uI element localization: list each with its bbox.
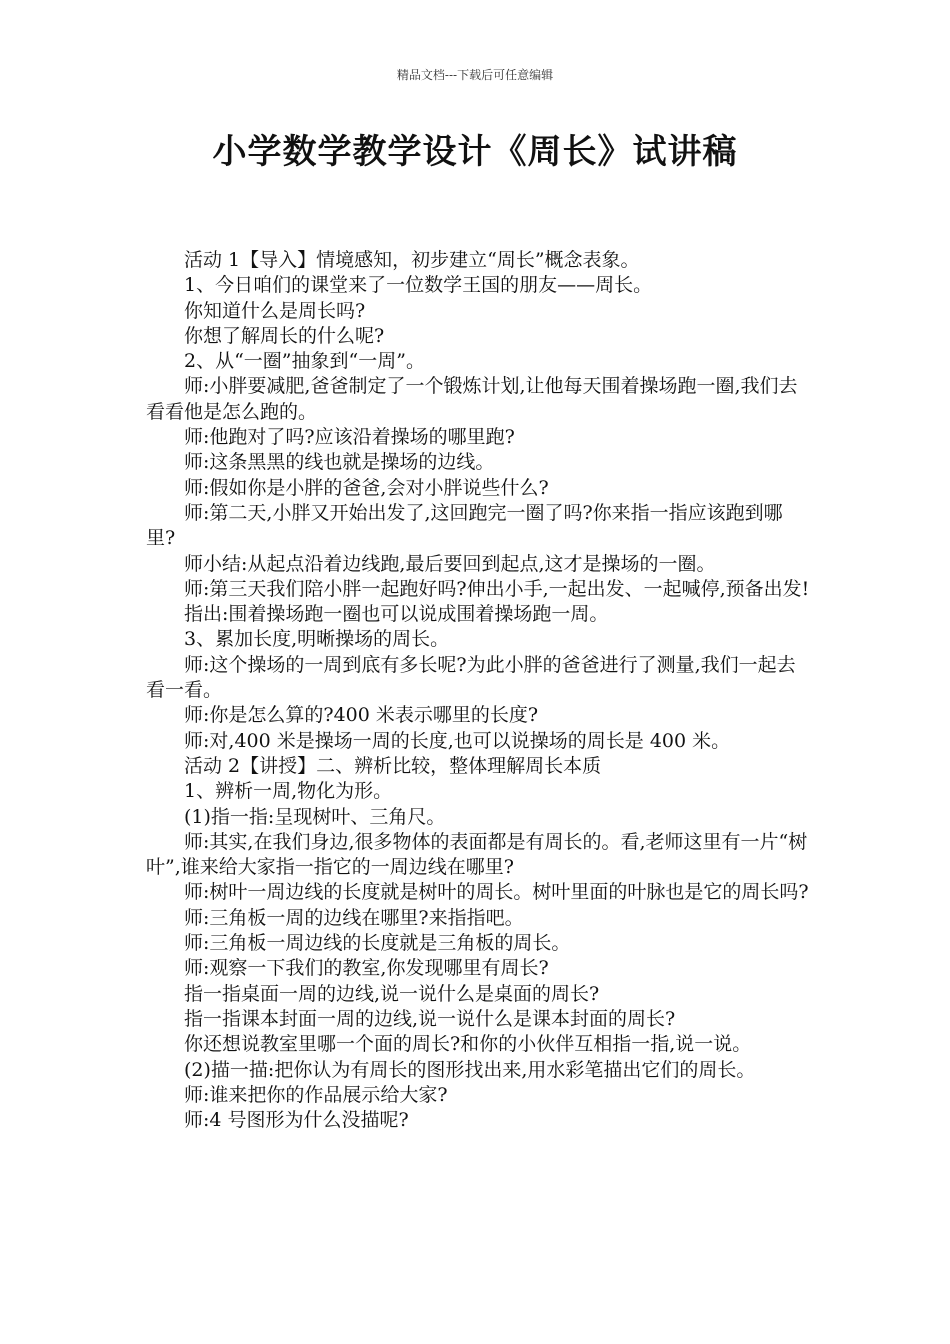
- paragraph: 3、累加长度,明晰操场的周长。: [184, 628, 450, 651]
- paragraph: 师:三角板一周的边线在哪里?来指指吧。: [184, 906, 524, 929]
- paragraph: 活动 1【导入】情境感知，初步建立“周长”概念表象。: [184, 249, 640, 271]
- paragraph: 活动 2【讲授】二、辨析比较，整体理解周长本质: [184, 754, 602, 777]
- paragraph: 师:这个操场的一周到底有多长呢?为此小胖的爸爸进行了测量,我们一起去看一看。: [146, 653, 796, 702]
- paragraph: 1、今日咱们的课堂来了一位数学王国的朋友——周长。: [184, 274, 653, 297]
- paragraph: 师:这条黑黑的线也就是操场的边线。: [184, 451, 495, 474]
- paragraph: 指一指桌面一周的边线,说一说什么是桌面的周长?: [184, 982, 600, 1005]
- paragraph: 师小结:从起点沿着边线跑,最后要回到起点,这才是操场的一圈。: [184, 552, 716, 575]
- paragraph: 你知道什么是周长吗?: [184, 299, 366, 322]
- paragraph: 师:第二天,小胖又开始出发了,这回跑完一圈了吗?你来指一指应该跑到哪里?: [146, 501, 783, 550]
- page-header: 精品文档---下载后可任意编辑: [396, 68, 554, 82]
- paragraph: 指一指课本封面一周的边线,说一说什么是课本封面的周长?: [184, 1007, 676, 1030]
- paragraph: 师:他跑对了吗?应该沿着操场的哪里跑?: [184, 426, 515, 449]
- paragraph: 师:三角板一周边线的长度就是三角板的周长。: [184, 932, 571, 955]
- paragraph: 师:你是怎么算的?400 米表示哪里的长度?: [184, 704, 539, 727]
- paragraph: 师:观察一下我们的教室,你发现哪里有周长?: [184, 957, 549, 980]
- paragraph: 你想了解周长的什么呢?: [184, 324, 385, 347]
- paragraph: 师:谁来把你的作品展示给大家?: [184, 1083, 448, 1106]
- paragraph: 师:小胖要减肥,爸爸制定了一个锻炼计划,让他每天围着操场跑一圈,我们去看看他是怎么跑的。: [146, 375, 798, 423]
- document-title: 小学数学教学设计《周长》试讲稿: [212, 132, 738, 172]
- paragraph: 师:其实,在我们身边,很多物体的表面都是有周长的。看,老师这里有一片“树叶”,谁来给大家指一指它的一周边线在哪里?: [146, 830, 808, 879]
- paragraph: (2)描一描:把你认为有周长的图形找出来,用水彩笔描出它们的周长。: [184, 1058, 756, 1081]
- paragraph: 师:第三天我们陪小胖一起跑好吗?伸出小手,一起出发、一起喊停,预备出发!: [184, 577, 810, 600]
- document-body: [146, 248, 810, 1133]
- paragraph: (1)指一指:呈现树叶、三角尺。: [184, 805, 446, 828]
- paragraph: 师:树叶一周边线的长度就是树叶的周长。树叶里面的叶脉也是它的周长吗?: [184, 881, 809, 904]
- paragraph: 你还想说教室里哪一个面的周长?和你的小伙伴互相指一指,说一说。: [184, 1033, 752, 1056]
- paragraph: 师:假如你是小胖的爸爸,会对小胖说些什么?: [184, 476, 549, 499]
- paragraph: 师:对,400 米是操场一周的长度,也可以说操场的周长是 400 米。: [184, 729, 731, 752]
- paragraph: 师:4 号图形为什么没描呢?: [184, 1109, 409, 1132]
- paragraph: 2、从“一圈”抽象到“一周”。: [184, 350, 425, 373]
- paragraph: 1、辨析一周,物化为形。: [184, 780, 393, 803]
- paragraph: 指出:围着操场跑一圈也可以说成围着操场跑一周。: [184, 603, 609, 626]
